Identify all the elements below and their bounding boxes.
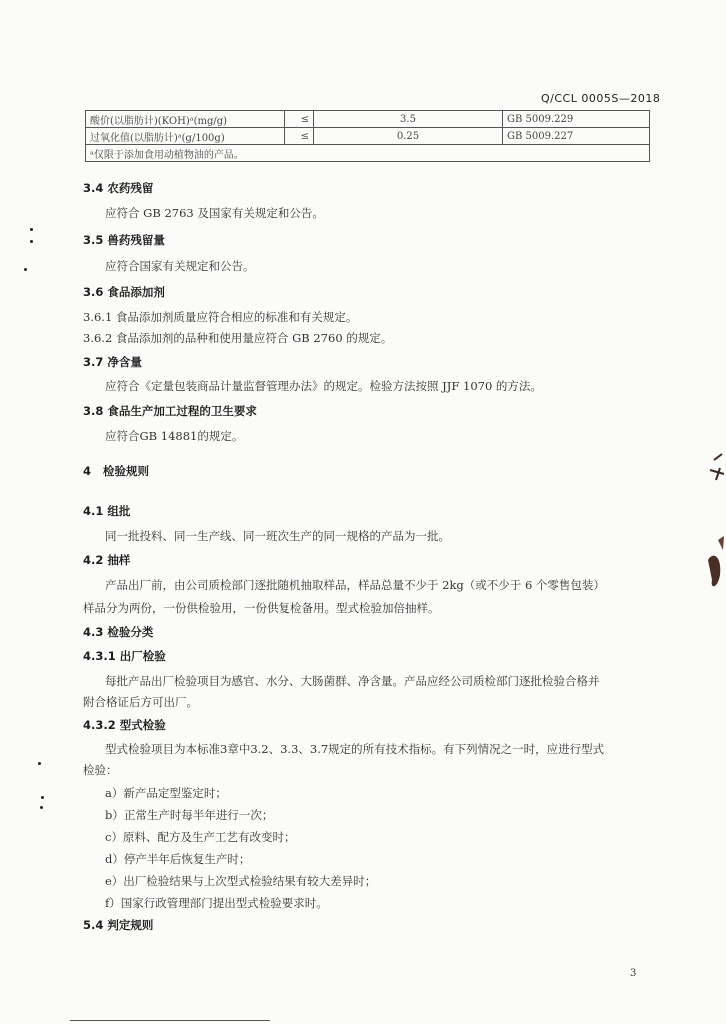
section-heading-3-5: 3.5 兽药残留量 <box>83 233 165 247</box>
list-item: d）停产半年后恢复生产时； <box>105 852 251 866</box>
table-cell-item: 酸价(以脂肪计)(KOH)ᵃ(mg/g) <box>86 111 285 128</box>
section-heading-4-3-2: 4.3.2 型式检验 <box>83 718 166 732</box>
section-heading-3-8: 3.8 食品生产加工过程的卫生要求 <box>83 404 257 418</box>
table-cell-op: ≤ <box>285 128 314 145</box>
bottom-rule <box>70 1020 270 1021</box>
scan-speck <box>30 228 33 231</box>
section-body-4-2-line2: 样品分为两份，一份供检验用，一份供复检备用。型式检验加倍抽样。 <box>83 601 440 615</box>
table-cell-item: 过氧化值(以脂肪计)ᵃ(g/100g) <box>86 128 285 145</box>
scan-speck <box>40 806 43 809</box>
section-body-3-8: 应符合GB 14881的规定。 <box>105 429 244 443</box>
table-cell-value: 0.25 <box>314 128 503 145</box>
document-code: Q/CCL 0005S—2018 <box>541 92 661 105</box>
list-item: f）国家行政管理部门提出型式检验要求时。 <box>105 896 328 910</box>
table-row <box>86 145 650 162</box>
section-body-3-6-1: 3.6.1 食品添加剂质量应符合相应的标准和有关规定。 <box>83 310 358 324</box>
table-row <box>86 111 650 128</box>
list-item: b）正常生产时每半年进行一次； <box>105 808 274 822</box>
scan-speck <box>38 762 41 765</box>
section-body-4-3-1-line1: 每批产品出厂检验项目为感官、水分、大肠菌群、净含量。产品应经公司质检部门逐批检验合格并 <box>105 674 600 688</box>
section-body-3-6-2: 3.6.2 食品添加剂的品种和使用量应符合 GB 2760 的规定。 <box>83 331 393 345</box>
scan-speck <box>30 240 33 243</box>
table-note: ᵃ仅限于添加食用动植物油的产品。 <box>86 145 650 162</box>
section-heading-3-6: 3.6 食品添加剂 <box>83 285 165 299</box>
section-heading-4-3: 4.3 检验分类 <box>83 625 154 639</box>
section-heading-3-7: 3.7 净含量 <box>83 355 142 369</box>
table-cell-value: 3.5 <box>314 111 503 128</box>
section-body-3-5: 应符合国家有关规定和公告。 <box>105 259 255 273</box>
section-heading-4-3-1: 4.3.1 出厂检验 <box>83 649 166 663</box>
section-heading-3-4: 3.4 农药残留 <box>83 181 154 195</box>
section-body-4-3-1-line2: 附合格证后方可出厂。 <box>83 695 198 709</box>
scan-speck <box>41 796 44 799</box>
section-body-4-1: 同一批投料、同一生产线、同一班次生产的同一规格的产品为一批。 <box>105 529 450 543</box>
table-row <box>86 128 650 145</box>
list-item: e）出厂检验结果与上次型式检验结果有较大差异时； <box>105 874 377 888</box>
seal-stamp-fragment <box>700 440 726 600</box>
list-item: c）原料、配方及生产工艺有改变时； <box>105 830 296 844</box>
table-cell-method: GB 5009.229 <box>503 111 650 128</box>
section-body-3-4: 应符合 GB 2763 及国家有关规定和公告。 <box>105 206 324 220</box>
scan-speck <box>24 268 27 271</box>
list-item: a）新产品定型鉴定时； <box>105 786 227 800</box>
section-body-3-7: 应符合《定量包装商品计量监督管理办法》的规定。检验方法按照 JJF 1070 的方法。 <box>105 379 542 393</box>
section-heading-5-4: 5.4 判定规则 <box>83 918 154 932</box>
spec-table <box>85 110 650 162</box>
page-number: 3 <box>630 968 637 979</box>
section-heading-4-2: 4.2 抽样 <box>83 553 131 567</box>
section-body-4-3-2-line2: 检验： <box>83 763 118 777</box>
section-heading-4-1: 4.1 组批 <box>83 504 131 518</box>
table-cell-op: ≤ <box>285 111 314 128</box>
section-body-4-2-line1: 产品出厂前，由公司质检部门逐批随机抽取样品，样品总量不少于 2kg（或不少于 6 个零售包装） <box>105 578 605 592</box>
section-body-4-3-2-line1: 型式检验项目为本标准3章中3.2、3.3、3.7规定的所有技术指标。有下列情况之一时，应进行型式 <box>105 742 605 756</box>
table-cell-method: GB 5009.227 <box>503 128 650 145</box>
chapter-heading-4: 4 检验规则 <box>83 464 150 478</box>
